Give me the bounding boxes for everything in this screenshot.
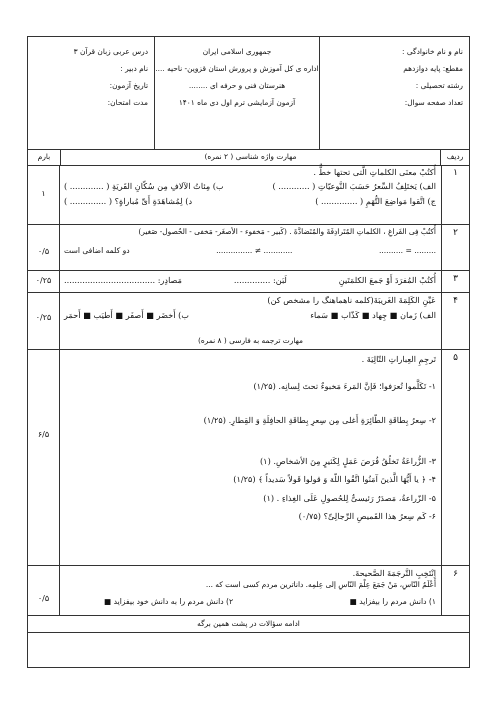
field-label: رشته تحصیلی : [415, 81, 463, 90]
score-value: ۰/۵ [37, 247, 50, 256]
sentence-2: ۲- سِعرُ بِطاقَةِ الطّائِرَةِ أَغلی مِن سِعرِ بِطاقَةِ الحافِلَةِ وَ القِطارِ. (۱/۲۵) [203, 414, 436, 425]
question-1 [28, 165, 469, 225]
item-d: د) لِمُشاهَدَةِ أَیِّ مُباراةٍ؟ ( .............. ) [64, 195, 193, 206]
question-score [28, 225, 60, 270]
column-header [28, 149, 469, 166]
course-info [28, 37, 154, 149]
sentence-6: ۶- کَم سِعرُ هذا القَمیصِ الرِّجالِیِّ؟ (۰/۷۵) [298, 510, 436, 521]
teacher-label: نام دبیر : [120, 64, 148, 73]
score-value: ۱ [41, 189, 46, 198]
question-body [60, 225, 441, 270]
synonym-blank: ......... = .......... [378, 245, 436, 255]
question-number: ۲ [441, 225, 469, 270]
exam-sheet [27, 36, 470, 668]
question-prompt: أُکتُبْ معنَى الکلماتِ الَّتی تحتها خطٌّ . [313, 167, 436, 177]
score-value: ۰/۵ [37, 594, 50, 603]
question-number: ۴ [441, 293, 469, 349]
grade-label: مقطع: پایه دوازدهم [403, 64, 463, 73]
question-2 [28, 225, 469, 271]
student-name-label: نام و نام خانوادگی : [402, 47, 463, 56]
question-number: ۳ [441, 271, 469, 292]
row-column-label: ردیف [440, 149, 469, 165]
sentence-1: ۱- تَکَلَّموا تُعرَفوا؛ فَإنَّ المَرءَ مَخبوءٌ تحتَ لِسانِه. (۱/۲۵) [253, 381, 436, 392]
option-2: ۲) دانش مردم را به دانش خود بیفزاید ■ [104, 596, 234, 606]
question-sentence: أَعْلَمُ النّاسِ، مَنْ جَمَعَ عِلْمَ النّاسِ إلی عِلمِه. داناترین مردم کسی است که ... [205, 580, 436, 590]
school-title: هنرستان فنی و حرفه ای ........ [188, 81, 286, 90]
question-4 [28, 293, 469, 350]
score-value: ۰/۲۵ [35, 313, 52, 322]
student-info [319, 37, 469, 149]
sentence-3: ۳- الزُّراعَةُ تَخلُقُ فُرَصَ عَمَلٍ لِکَثیرٍ مِنَ الأشخاصِ. (۱) [259, 456, 436, 467]
option-group-a: الف) زَمان ■ جِهاد ■ کَذّاب ■ سَماء [310, 310, 436, 321]
page-count-label: تعداد صفحه سوال: [404, 98, 463, 107]
question-prompt: أُکتُبْ المُفرَدَ أَوْ جَمعَ الکلمَتَینِ [338, 275, 436, 285]
course-label: درس عربی زبان قرآن ۳ [73, 47, 148, 56]
question-6 [28, 566, 469, 616]
question-number: ۵ [441, 350, 469, 565]
score-value: ۰/۲۵ [35, 276, 52, 285]
republic-title: جمهوری اسلامی ایران [202, 47, 272, 56]
question-score [28, 165, 60, 224]
section-translation-title: مهارت ترجمه به فارسی ( ۸ نمره) [198, 336, 303, 345]
item-b: ب) مِئاتُ الآلافِ مِن سُکّانِ القَریَةِ ( ............. ) [64, 181, 224, 192]
office-title: اداره ی کل آموزش و پرورش استان قزوین- ناحیه .... [155, 64, 319, 73]
section-vocab-title: مهارت واژه شناسی ( ۲ نمره) [204, 152, 297, 161]
question-number: ۱ [441, 165, 469, 224]
exam-header [28, 37, 469, 150]
question-score [28, 271, 60, 292]
question-body [60, 566, 441, 615]
word-2-blank: مَصادِر: ................................... [64, 275, 183, 285]
question-3 [28, 271, 469, 293]
question-body [60, 293, 441, 349]
question-prompt: أُکتُبْ فِی الفَراغِ ، الکلماتِ المُتَرادِفَةَ والمُتَضادَّةَ . (کَبیر - مَخفوء - الأصغَر- مَخفی - الحُصول- صَغیر) [138, 227, 436, 236]
sentence-4: ۴- ﴿ یا أَیُّهَا الَّذینَ آمَنُوا اتَّقُوا اللّهَ وَ قولوا قَولاً سَدیداً ﴾ (۱/۲۵) [233, 473, 436, 484]
question-score [28, 566, 60, 615]
exam-authority [154, 37, 319, 149]
option-1: ۱) دانش مردم را بیفزاید ■ [349, 596, 436, 606]
item-c: ج) اتَّقوا مَواضِعَ التُّهَمِ ( .............. ) [315, 195, 436, 206]
option-group-b: ب) أَخضَر ■ أَصفَر ■ أَطیَب ■ أَحمَر [64, 310, 190, 321]
word-1-blank: لَبَن: .............. [233, 275, 287, 285]
item-a: الف) یَختَلِفُ السِّعرُ حَسَبَ النَّوعیّاتِ ( ............ ) [272, 181, 436, 192]
question-body [60, 350, 441, 565]
question-body [60, 271, 441, 292]
question-score [28, 350, 60, 565]
question-score [28, 293, 60, 349]
sentence-5: ۵- الزّراعةُ، مَصدَرٌ رَئیسیٌّ لِلحُصولِ عَلَی الغِذاءِ . (۱) [263, 493, 436, 504]
exam-title: آزمون آزمایشی ترم اول دی ماه ۱۴۰۱ [178, 98, 296, 107]
question-prompt: تَرجِمِ العِباراتِ التّالِیَةَ . [361, 354, 436, 364]
date-label: تاریخ آزمون: [109, 81, 148, 90]
antonym-blank: ............ ≠ ............... [216, 245, 293, 255]
question-5 [28, 350, 469, 566]
question-prompt: عَیِّنِ الکَلِمَةَ الغَریبَةَ(کلمه ناهماهنگ را مشخص کن) [267, 295, 436, 305]
extra-words-note: دو کلمه اضافی است [64, 245, 130, 255]
question-body [60, 165, 441, 224]
score-value: ۶/۵ [37, 430, 50, 439]
question-number: ۶ [441, 566, 469, 615]
duration-label: مدت امتحان: [107, 98, 148, 107]
score-column-label: بارم [28, 149, 61, 165]
question-prompt: اِنْتَخِبِ التَّرجَمَةَ الصَّحیحةَ. [352, 568, 436, 578]
continue-note: ادامه سؤالات در پشت همین برگه [28, 616, 469, 633]
